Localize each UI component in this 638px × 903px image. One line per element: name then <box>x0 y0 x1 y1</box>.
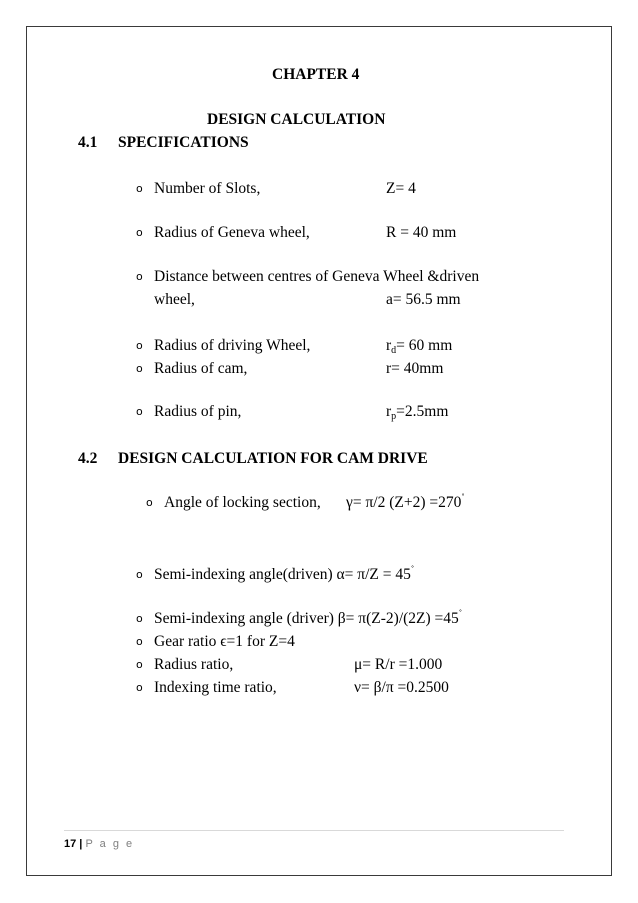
spec-value-geneva-radius: R = 40 mm <box>386 224 457 241</box>
spec-label-driving-radius: Radius of driving Wheel, <box>154 337 311 354</box>
spec-value-slots: Z= 4 <box>386 180 416 197</box>
section-number-4-1: 4.1 <box>78 134 98 151</box>
calc-label-radius-ratio: Radius ratio, <box>154 656 234 673</box>
page-footer <box>64 838 134 850</box>
calc-value-radius-ratio: μ= R/r =1.000 <box>354 656 443 673</box>
calc-semi-indexing-driven: Semi-indexing angle(driven) α= π/Z = 45˚ <box>154 564 415 583</box>
bullet-icon: o <box>146 496 153 509</box>
bullet-icon: o <box>136 182 143 195</box>
bullet-icon: o <box>136 226 143 239</box>
chapter-label: CHAPTER 4 <box>272 66 360 83</box>
page-number: 17 <box>64 838 77 850</box>
section-number-4-2: 4.2 <box>78 450 98 467</box>
bullet-icon: o <box>136 270 143 283</box>
spec-value-cam-radius: r= 40mm <box>386 360 444 377</box>
bullet-icon: o <box>136 635 143 648</box>
bullet-icon: o <box>136 339 143 352</box>
bullet-icon: o <box>136 681 143 694</box>
spec-label-geneva-radius: Radius of Geneva wheel, <box>154 224 310 241</box>
spec-label-cam-radius: Radius of cam, <box>154 360 248 377</box>
spec-value-pin-radius: $r_p=2.5mm$ <box>386 403 449 422</box>
bullet-icon: o <box>136 405 143 418</box>
spec-value-driving-radius: $r_d= 60$ mm <box>386 337 453 356</box>
bullet-icon: o <box>136 658 143 671</box>
spec-value-centre-distance: a= 56.5 mm <box>386 291 461 308</box>
chapter-title: DESIGN CALCULATION <box>207 111 386 128</box>
bullet-icon: o <box>136 612 143 625</box>
calc-gear-ratio: Gear ratio ϵ=1 for Z=4 <box>154 633 295 650</box>
footer-divider <box>64 830 564 831</box>
bullet-icon: o <box>136 568 143 581</box>
calc-label-indexing-time: Indexing time ratio, <box>154 679 277 696</box>
calc-semi-indexing-driver: Semi-indexing angle (driver) β= π(Z-2)/(2Z) =45˚ <box>154 608 463 627</box>
spec-label-pin-radius: Radius of pin, <box>154 403 242 420</box>
section-title-specifications: SPECIFICATIONS <box>118 134 249 151</box>
page-label: P a g e <box>85 838 135 850</box>
spec-label-slots: Number of Slots, <box>154 180 261 197</box>
footer-separator: | <box>76 838 86 850</box>
section-title-cam-drive: DESIGN CALCULATION FOR CAM DRIVE <box>118 450 428 467</box>
spec-label-centre-distance-cont: wheel, <box>154 291 195 308</box>
calc-value-locking-angle: γ= π/2 (Z+2) =270˚ <box>346 492 465 511</box>
calc-label-locking-angle: Angle of locking section, <box>164 494 321 511</box>
spec-label-centre-distance: Distance between centres of Geneva Wheel &driven <box>154 268 480 285</box>
calc-value-indexing-time: ν= β/π =0.2500 <box>354 679 449 696</box>
bullet-icon: o <box>136 362 143 375</box>
